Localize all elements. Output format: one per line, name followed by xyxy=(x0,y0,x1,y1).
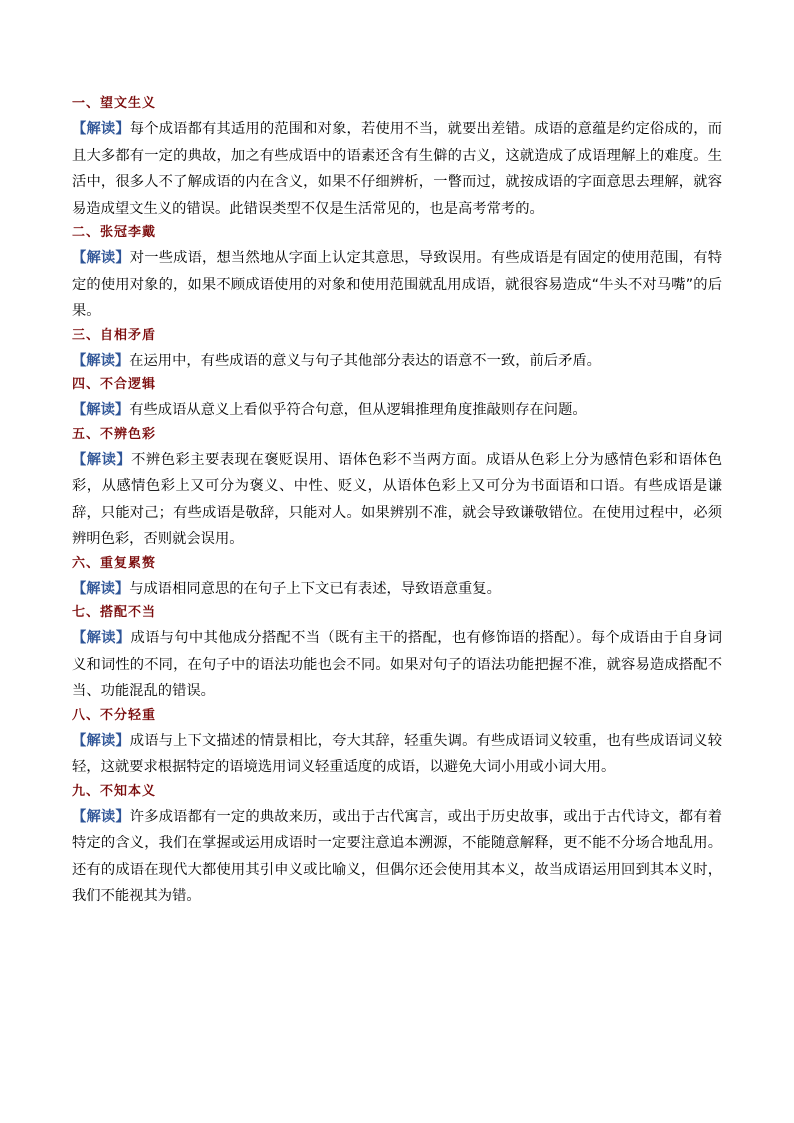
document-page xyxy=(72,93,722,912)
section-text: 对一些成语，想当然地从字面上认定其意思，导致误用。有些成语是有固定的使用范围，有特定的使用对象的，如果不顾成语使用的对象和使用范围就乱用成语，就很容易造成“牛头不对马嘴”的后果。 xyxy=(72,250,723,319)
interpretation-tag: 【解读】 xyxy=(72,352,130,369)
section-paragraph xyxy=(72,116,722,222)
section-1 xyxy=(72,95,722,222)
section-text: 有些成语从意义上看似乎符合句意，但从逻辑推理角度推敲则存在问题。 xyxy=(129,402,587,418)
section-text: 成语与句中其他成分搭配不当（既有主干的搭配，也有修饰语的搭配）。每个成语由于自身词义和词性的不同，在句子中的语法功能也会不同。如果对句子的语法功能把握不准，就容易造成搭配不当、功能混乱的错误。 xyxy=(72,630,722,699)
section-paragraph xyxy=(72,804,722,910)
section-paragraph xyxy=(72,245,722,325)
section-text: 在运用中，有些成语的意义与句子其他部分表达的语意不一致，前后矛盾。 xyxy=(129,352,601,369)
section-text: 许多成语都有一定的典故来历，或出于古代寓言，或出于历史故事，或出于古代诗文，都有着特定的含义，我们在掌握或运用成语时一定要注意追本溯源，不能随意解释，更不能不分场合地乱用。还有的成语在现代大都使用其引申义或比喻义，但偶尔还会使用其本义，故当成语运用回到其本义时，我们不能视其为错。 xyxy=(72,808,723,904)
interpretation-tag: 【解读】 xyxy=(72,808,130,825)
section-text: 与成语相同意思的在句子上下文已有表述，导致语意重复。 xyxy=(129,580,501,597)
section-8 xyxy=(72,707,722,781)
section-7 xyxy=(72,604,722,705)
section-4 xyxy=(72,376,722,424)
section-heading: 六、重复累赘 xyxy=(72,555,157,571)
section-paragraph xyxy=(72,625,722,705)
interpretation-tag: 【解读】 xyxy=(72,630,131,646)
section-paragraph xyxy=(72,348,722,375)
section-heading: 五、不辨色彩 xyxy=(72,426,157,442)
section-paragraph xyxy=(72,576,722,603)
section-heading: 九、不知本义 xyxy=(72,783,157,799)
interpretation-tag: 【解读】 xyxy=(72,451,132,468)
section-9 xyxy=(72,783,722,910)
section-3 xyxy=(72,327,722,375)
interpretation-tag: 【解读】 xyxy=(72,121,130,137)
interpretation-tag: 【解读】 xyxy=(72,732,130,749)
section-5 xyxy=(72,426,722,553)
section-text: 不辨色彩主要表现在褒贬误用、语体色彩不当两方面。成语从色彩上分为感情色彩和语体色彩，从感情色彩上又可分为褒义、中性、贬义，从语体色彩上又可分为书面语和口语。有些成语是谦辞，只能对己；有些成语是敬辞，只能对人。如果辨别不准，就会导致谦敬错位。在使用过程中，必须辨明色彩，否则就会误用。 xyxy=(72,451,723,547)
section-2 xyxy=(72,224,722,325)
section-paragraph xyxy=(72,728,722,781)
section-heading: 四、不合逻辑 xyxy=(72,377,157,392)
interpretation-tag: 【解读】 xyxy=(72,250,130,266)
interpretation-tag: 【解读】 xyxy=(72,580,130,597)
section-heading: 一、望文生义 xyxy=(72,96,157,111)
section-heading: 七、搭配不当 xyxy=(72,605,157,620)
section-text: 每个成语都有其适用的范围和对象，若使用不当，就要出差错。成语的意蕴是约定俗成的，而且大多都有一定的典故，加之有些成语中的语素还含有生僻的古义，这就造成了成语理解上的难度。生活中，很多人不了解成语的内在含义，如果不仔细辨析，一瞥而过，就按成语的字面意思去理解，就容易造成望文生义的错误。此错误类型不仅是生活常见的，也是高考常考的。 xyxy=(72,121,723,217)
section-paragraph xyxy=(72,397,722,424)
section-heading: 二、张冠李戴 xyxy=(72,225,157,240)
section-paragraph xyxy=(72,447,722,553)
section-text: 成语与上下文描述的情景相比，夸大其辞，轻重失调。有些成语词义较重，也有些成语词义较轻，这就要求根据特定的语境选用词义轻重适度的成语，以避免大词小用或小词大用。 xyxy=(72,732,723,775)
section-6 xyxy=(72,555,722,603)
section-heading: 三、自相矛盾 xyxy=(72,327,157,343)
interpretation-tag: 【解读】 xyxy=(72,402,130,418)
section-heading: 八、不分轻重 xyxy=(72,707,157,723)
